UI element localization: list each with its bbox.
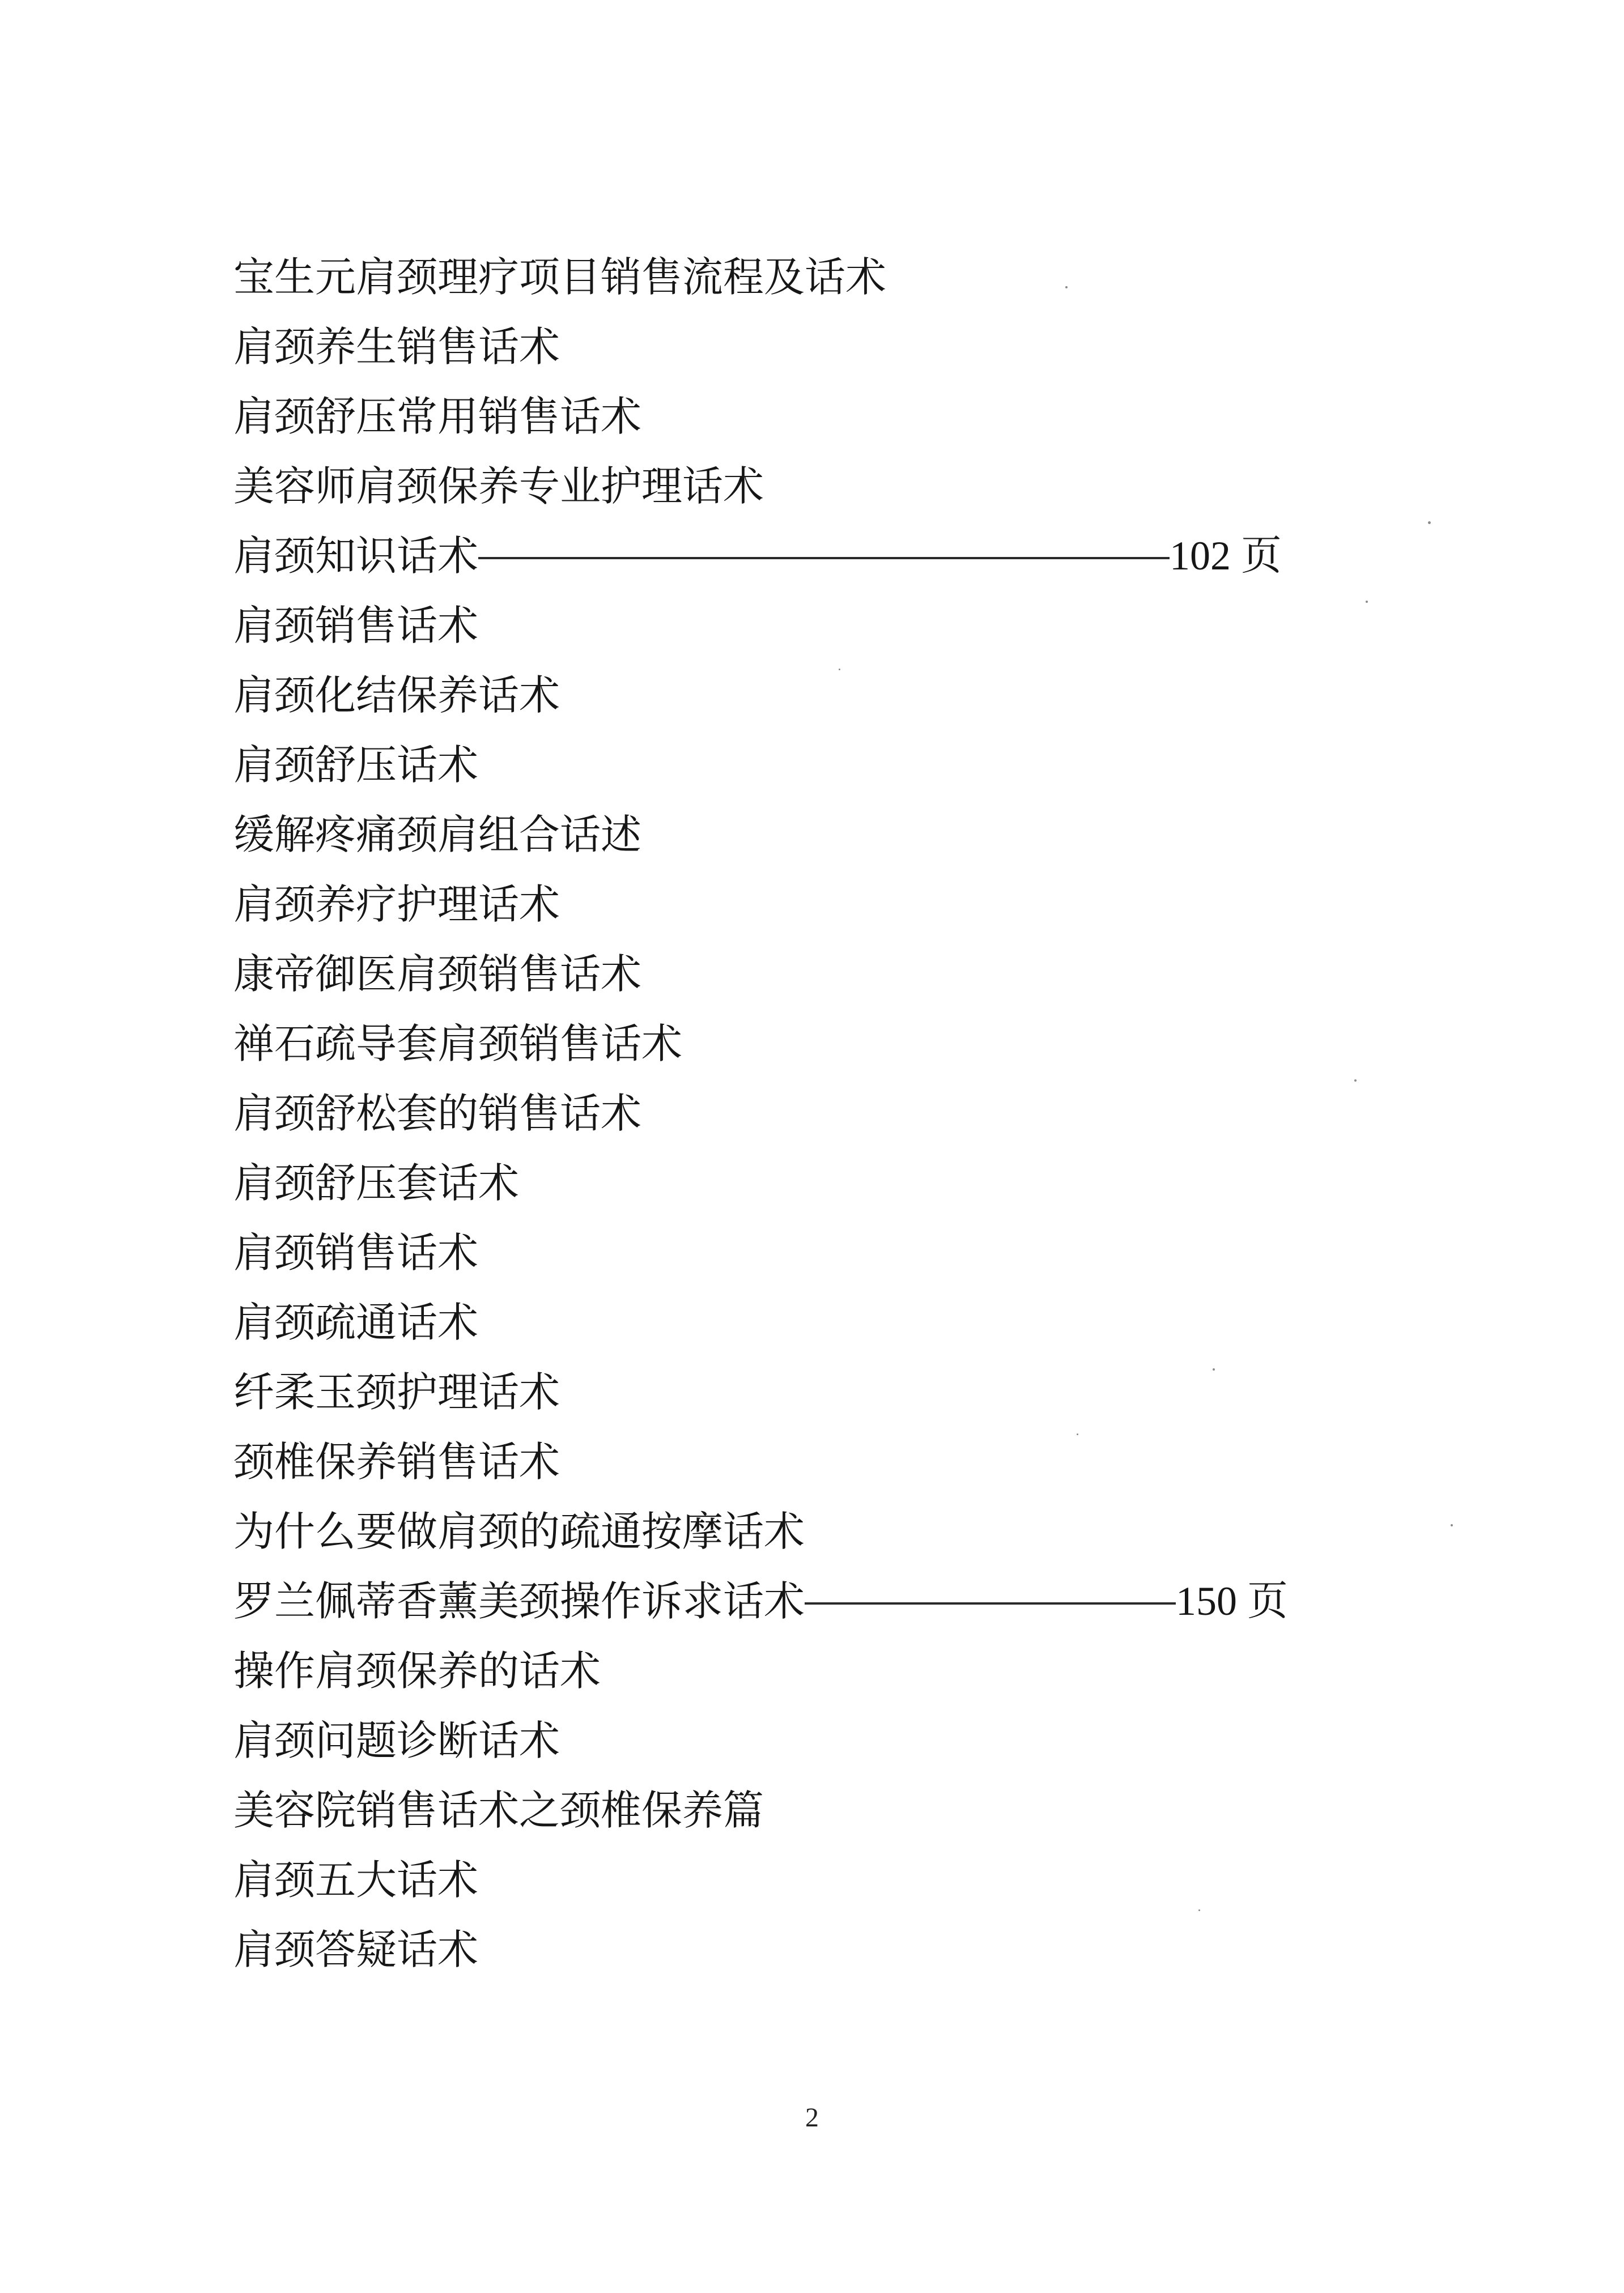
toc-entry-title: 肩颈舒压套话术 [233, 1159, 520, 1207]
toc-entry-title: 缓解疼痛颈肩组合话述 [233, 811, 642, 858]
toc-entry [233, 1567, 1333, 1636]
scan-speck [1428, 521, 1431, 524]
toc-entry-title: 美容师肩颈保养专业护理话术 [233, 462, 764, 510]
toc-entry-title: 肩颈养疗护理话术 [233, 880, 560, 928]
toc-entry [233, 1079, 1333, 1148]
toc-entry-title: 肩颈销售话术 [233, 1229, 479, 1277]
toc-entry [233, 521, 1333, 591]
toc-entry-title: 肩颈舒压常用销售话术 [233, 393, 642, 440]
toc-entry-title: 美容院销售话术之颈椎保养篇 [233, 1786, 764, 1834]
scan-speck [839, 669, 840, 670]
scan-speck [1366, 601, 1368, 603]
toc-entry [233, 312, 1333, 382]
toc-leader-line [478, 557, 1170, 559]
toc-entry [233, 870, 1333, 939]
toc-entry-title: 罗兰佩蒂香薰美颈操作诉求话术 [233, 1577, 805, 1625]
toc-entry [233, 1915, 1333, 1985]
toc-entry [233, 382, 1333, 452]
toc-entry [233, 661, 1333, 730]
scan-speck [1198, 1909, 1200, 1911]
toc-leader-line [805, 1602, 1176, 1605]
toc-entry [233, 1497, 1333, 1567]
toc-entry [233, 939, 1333, 1009]
toc-entry [233, 1636, 1333, 1706]
toc-entry [233, 1776, 1333, 1845]
toc-entry-title: 肩颈知识话术 [233, 532, 479, 580]
scan-speck [1354, 1079, 1357, 1082]
toc-entry [233, 1706, 1333, 1776]
toc-page-ref: 102 页 [1170, 533, 1282, 578]
toc-entry-title: 肩颈养生销售话术 [233, 323, 560, 371]
toc-entry [233, 1845, 1333, 1915]
toc-entry [233, 730, 1333, 800]
toc-entry-title: 肩颈舒压话术 [233, 741, 479, 789]
toc-entry [233, 591, 1333, 661]
toc-entry-title: 宝生元肩颈理疗项目销售流程及话术 [233, 253, 887, 301]
toc-entry [233, 452, 1333, 521]
scan-speck [1451, 1524, 1453, 1526]
toc-entry-title: 操作肩颈保养的话术 [233, 1647, 601, 1695]
toc-entry [233, 1218, 1333, 1288]
scan-speck [1065, 286, 1068, 288]
toc-entry [233, 243, 1333, 312]
toc-entry-title: 肩颈化结保养话术 [233, 671, 560, 719]
toc-entry-title: 禅石疏导套肩颈销售话术 [233, 1020, 683, 1067]
scan-speck [1213, 1368, 1215, 1371]
toc-page-ref: 150 页 [1176, 1579, 1289, 1624]
toc-entry-title: 肩颈疏通话术 [233, 1299, 479, 1346]
toc-entry [233, 1427, 1333, 1497]
toc-entry-title: 肩颈问题诊断话术 [233, 1717, 560, 1764]
toc-entry-title: 肩颈舒松套的销售话术 [233, 1090, 642, 1137]
page-number: 2 [805, 2103, 819, 2133]
toc-entry-title: 纤柔玉颈护理话术 [233, 1368, 560, 1416]
toc-entry-title: 肩颈销售话术 [233, 602, 479, 649]
toc-entry [233, 1009, 1333, 1079]
toc-entry [233, 1358, 1333, 1427]
toc-entry [233, 800, 1333, 870]
toc-entry-title: 颈椎保养销售话术 [233, 1438, 560, 1486]
toc-entry [233, 1148, 1333, 1218]
toc-entry-title: 肩颈答疑话术 [233, 1926, 479, 1973]
table-of-contents [233, 243, 1333, 1985]
toc-entry-title: 为什么要做肩颈的疏通按摩话术 [233, 1508, 805, 1555]
toc-entry-title: 康帝御医肩颈销售话术 [233, 950, 642, 998]
toc-entry-title: 肩颈五大话术 [233, 1856, 479, 1904]
scan-speck [1077, 1433, 1078, 1435]
toc-entry [233, 1288, 1333, 1358]
